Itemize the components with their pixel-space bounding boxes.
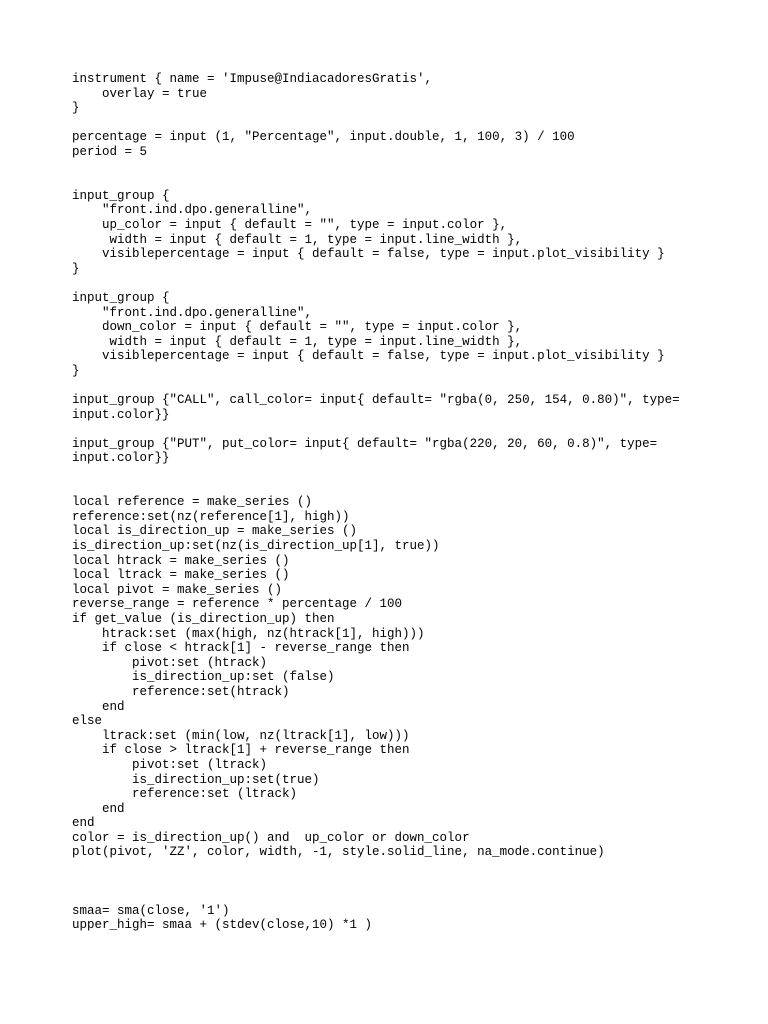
code-line: visiblepercentage = input { default = false, type = input.plot_visibility } (72, 247, 665, 262)
code-line: local is_direction_up = make_series () (72, 524, 358, 539)
code-line: is_direction_up:set(nz(is_direction_up[1], true)) (72, 539, 440, 553)
code-line (72, 889, 752, 904)
code-line: overlay = true (72, 86, 208, 101)
code-line: if close < htrack[1] - reverse_range then (72, 641, 410, 656)
code-line (72, 160, 752, 175)
code-line: input_group { (72, 290, 170, 305)
code-document (72, 72, 752, 933)
code-line: pivot:set (htrack) (72, 655, 268, 670)
code-line: reference:set (ltrack) (72, 787, 298, 802)
code-line (72, 875, 752, 890)
code-line: "front.ind.dpo.generalline", (72, 305, 313, 320)
code-line: htrack:set (max(high, nz(htrack[1], high))) (72, 626, 425, 641)
code-line: reference:set(nz(reference[1], high)) (72, 509, 350, 524)
code-line (72, 860, 752, 875)
code-line: plot(pivot, 'ZZ', color, width, -1, style.solid_line, na_mode.continue) (72, 845, 605, 860)
code-line: reference:set(htrack) (72, 684, 290, 699)
code-line: down_color = input { default = "", type = input.color }, (72, 320, 523, 335)
code-line: local pivot = make_series () (72, 582, 283, 597)
code-line: upper_high= smaa + (stdev(close,10) *1 ) (72, 918, 373, 933)
code-line: local ltrack = make_series () (72, 568, 290, 583)
code-line: percentage = input (1, "Percentage", input.double, 1, 100, 3) / 100 (72, 130, 575, 145)
code-line: visiblepercentage = input { default = false, type = input.plot_visibility } (72, 349, 665, 364)
code-line: end (72, 801, 125, 816)
code-line: input_group {"PUT", put_color= input{ default= "rgba(220, 20, 60, 0.8)", type= (72, 436, 658, 451)
code-line: if close > ltrack[1] + reverse_range then (72, 743, 410, 758)
code-line: is_direction_up:set(true) (72, 772, 320, 787)
code-line: pivot:set (ltrack) (72, 757, 268, 772)
code-line: color = is_direction_up() and up_color or down_color (72, 830, 470, 845)
code-line: local reference = make_series () (72, 495, 313, 510)
code-line: } (72, 261, 80, 276)
code-line: "front.ind.dpo.generalline", (72, 203, 313, 218)
code-line: reverse_range = reference * percentage / 100 (72, 597, 403, 612)
code-line (72, 422, 752, 437)
code-line: input.color}} (72, 407, 170, 422)
code-line (72, 174, 752, 189)
code-line: if get_value (is_direction_up) then (72, 611, 335, 626)
code-line (72, 116, 752, 131)
code-line: width = input { default = 1, type = input.line_width }, (72, 232, 523, 247)
code-line: ltrack:set (min(low, nz(ltrack[1], low))) (72, 728, 410, 743)
code-line: else (72, 714, 103, 729)
code-line (72, 466, 752, 481)
code-line: smaa= sma(close, '1') (72, 903, 230, 918)
code-line: instrument { name = 'Impuse@IndiacadoresGratis', (72, 72, 433, 86)
code-line (72, 276, 752, 291)
code-line: input_group { (72, 188, 170, 203)
code-line: } (72, 363, 80, 378)
code-line: input_group {"CALL", call_color= input{ default= "rgba(0, 250, 154, 0.80)", type= (72, 393, 680, 408)
code-line (72, 378, 752, 393)
code-line: local htrack = make_series () (72, 553, 290, 568)
code-line: } (72, 101, 80, 116)
code-line: input.color}} (72, 451, 170, 466)
code-line: period = 5 (72, 144, 148, 159)
code-line: end (72, 699, 125, 714)
code-line (72, 481, 752, 496)
code-line: end (72, 816, 95, 831)
code-line: width = input { default = 1, type = input.line_width }, (72, 334, 523, 349)
code-line: up_color = input { default = "", type = input.color }, (72, 217, 508, 232)
code-line: is_direction_up:set (false) (72, 670, 335, 685)
